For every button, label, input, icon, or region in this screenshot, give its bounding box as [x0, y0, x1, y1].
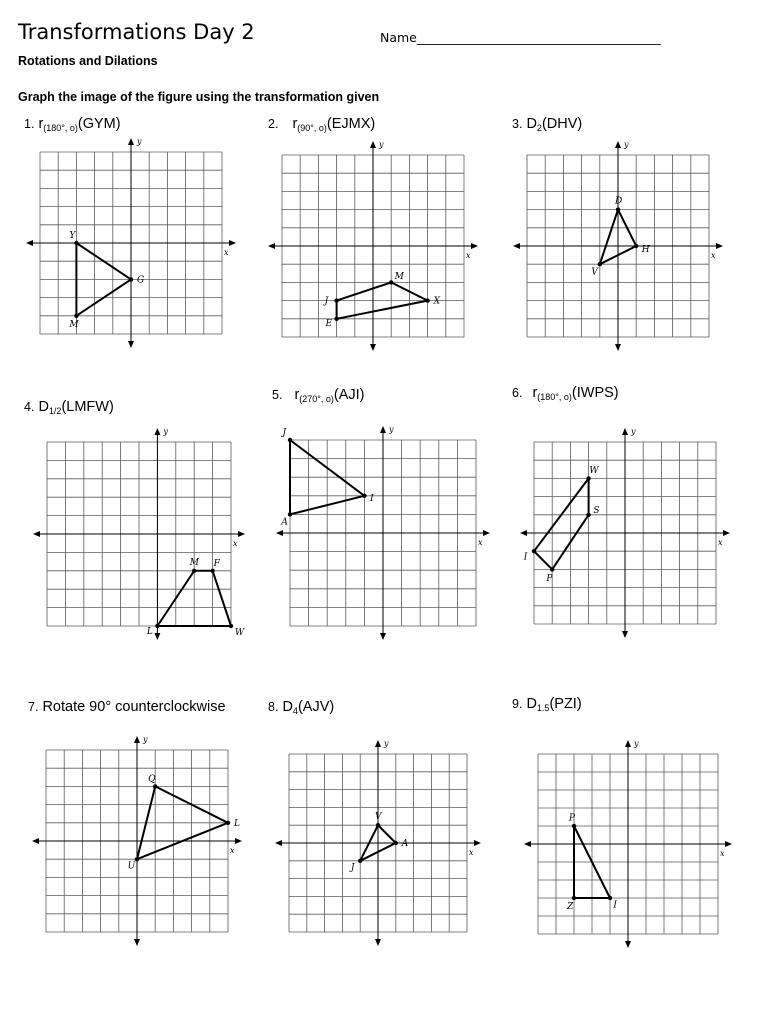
y-axis-arrow-up — [154, 428, 160, 435]
x-axis-label: x — [469, 848, 474, 857]
vertex-label: V — [591, 267, 598, 278]
vertex-label: P — [546, 573, 553, 584]
vertex-label: W — [234, 627, 245, 638]
vertex-label: X — [433, 296, 441, 307]
y-axis-label: y — [163, 427, 168, 436]
x-axis-arrow-right — [483, 530, 490, 536]
x-axis-label: x — [478, 538, 483, 547]
vertex-point — [425, 298, 429, 302]
vertex-point — [155, 624, 159, 628]
vertex-label: W — [589, 466, 599, 477]
vertex-label: G — [137, 275, 145, 286]
y-axis-arrow-up — [622, 428, 628, 435]
vertex-label: F — [213, 558, 220, 569]
problem-1-grid[interactable] — [18, 130, 244, 356]
y-axis-label: y — [634, 739, 639, 748]
vertex-label: J — [324, 296, 329, 307]
vertex-label: I — [613, 900, 617, 911]
x-axis-arrow-right — [471, 243, 478, 249]
problem-2-grid[interactable] — [260, 133, 486, 359]
problem-1-label: 1. $r_{(180^\circ, o)}(GYM)$ — [24, 116, 121, 133]
y-axis-arrow-up — [370, 141, 376, 148]
y-axis-arrow-up — [625, 740, 631, 747]
y-axis-arrow-up — [128, 138, 134, 145]
vertex-label: H — [641, 244, 650, 255]
vertex-label: L — [234, 818, 240, 829]
vertex-label: J — [350, 863, 355, 874]
y-axis-label: y — [624, 140, 629, 149]
problem-6-grid[interactable] — [512, 420, 738, 646]
x-axis-label: x — [230, 846, 235, 855]
x-axis-arrow-right — [474, 840, 481, 846]
vertex-point — [598, 262, 602, 266]
y-axis-arrow-down — [615, 344, 621, 351]
vertex-label: M — [69, 319, 79, 330]
vertex-point — [288, 512, 292, 516]
y-axis-label: y — [143, 735, 148, 744]
vertex-point — [586, 513, 590, 517]
vertex-point — [532, 549, 536, 553]
vertex-point — [362, 494, 366, 498]
y-axis-arrow-down — [622, 631, 628, 638]
y-axis-label: y — [384, 739, 389, 748]
problem-7-label: 7. Rotate 90° counterclockwise — [28, 699, 226, 715]
y-axis-label: y — [379, 140, 384, 149]
x-axis-arrow-left — [268, 243, 275, 249]
problem-9-grid[interactable] — [516, 732, 740, 956]
y-axis-arrow-down — [625, 941, 631, 948]
problem-8-grid[interactable] — [267, 732, 489, 954]
vertex-point — [572, 824, 576, 828]
vertex-label: E — [325, 318, 333, 329]
x-axis-label: x — [466, 251, 471, 260]
vertex-label: I — [523, 552, 528, 563]
vertex-point — [226, 821, 230, 825]
vertex-label: J — [282, 428, 287, 439]
problem-7-grid[interactable] — [24, 728, 250, 954]
x-axis-arrow-left — [513, 243, 520, 249]
vertex-label: M — [189, 557, 199, 568]
problem-6-label: 6. $r_{(180^\circ, o)}(IWPS)$ — [512, 385, 619, 402]
vertex-label: S — [593, 506, 600, 517]
vertex-label: L — [146, 626, 153, 637]
vertex-point — [389, 280, 393, 284]
y-axis-arrow-down — [154, 633, 160, 640]
vertex-point — [334, 317, 338, 321]
vertex-point — [608, 896, 612, 900]
x-axis-arrow-right — [716, 243, 723, 249]
x-axis-arrow-left — [33, 531, 40, 537]
problem-4-grid[interactable] — [25, 420, 253, 648]
x-axis-arrow-left — [26, 240, 33, 246]
vertex-point — [572, 896, 576, 900]
y-axis-arrow-down — [128, 341, 134, 348]
x-axis-label: x — [718, 538, 723, 547]
problem-2-label: 2. $r_{(90^\circ, o)}(EJMX)$ — [268, 116, 376, 133]
x-axis-label: x — [233, 539, 238, 548]
vertex-label: Y — [69, 230, 76, 241]
vertex-label: V — [375, 812, 382, 823]
page-title: Transformations Day 2 — [18, 20, 255, 44]
problem-3-label: 3. $D_2(DHV)$ — [512, 116, 583, 133]
y-axis-label: y — [137, 137, 142, 146]
problem-5-label: 5. $r_{(270^\circ, o)}(AJI)$ — [272, 387, 365, 404]
problem-4-label: 4. $D_{1/2}(LMFW)$ — [24, 399, 114, 416]
y-axis-arrow-down — [375, 939, 381, 946]
x-axis-label: x — [720, 849, 725, 858]
vertex-point — [586, 476, 590, 480]
vertex-label: U — [127, 861, 136, 872]
vertex-label: A — [401, 839, 409, 849]
vertex-point — [334, 298, 338, 302]
x-axis-arrow-right — [723, 530, 730, 536]
vertex-point — [74, 314, 78, 318]
vertex-point — [74, 241, 78, 245]
x-axis-arrow-right — [229, 240, 236, 246]
x-axis-arrow-left — [524, 841, 531, 847]
vertex-label: P — [568, 813, 575, 824]
vertex-point — [210, 569, 214, 573]
vertex-point — [394, 841, 398, 845]
vertex-label: M — [394, 272, 404, 283]
vertex-label: Q — [148, 774, 156, 785]
x-axis-arrow-left — [32, 838, 39, 844]
y-axis-arrow-down — [134, 939, 140, 946]
vertex-point — [358, 859, 362, 863]
y-axis-arrow-down — [370, 344, 376, 351]
vertex-label: A — [281, 517, 288, 528]
x-axis-arrow-right — [235, 838, 242, 844]
y-axis-label: y — [389, 425, 394, 434]
x-axis-arrow-left — [520, 530, 527, 536]
x-axis-label: x — [711, 251, 716, 260]
vertex-point — [634, 244, 638, 248]
instructions: Graph the image of the figure using the transformation given — [18, 90, 380, 104]
problem-9-label: 9. $D_{1.5}(PZI)$ — [512, 696, 582, 713]
vertex-label: I — [370, 493, 374, 504]
vertex-point — [550, 567, 554, 571]
vertex-point — [135, 857, 139, 861]
y-axis-arrow-up — [375, 740, 381, 747]
x-axis-label: x — [224, 248, 229, 257]
figure-polygon — [534, 478, 589, 569]
vertex-point — [376, 823, 380, 827]
problem-8-label: 8. $D_4(AJV)$ — [268, 699, 335, 716]
y-axis-arrow-up — [380, 426, 386, 433]
x-axis-arrow-left — [276, 530, 283, 536]
x-axis-arrow-right — [238, 531, 245, 537]
vertex-point — [153, 784, 157, 788]
vertex-point — [192, 569, 196, 573]
name-field-label: Name_______________________________________ — [380, 30, 661, 45]
x-axis-arrow-right — [725, 841, 732, 847]
y-axis-arrow-down — [380, 633, 386, 640]
vertex-point — [129, 277, 133, 281]
vertex-point — [616, 207, 620, 211]
y-axis-arrow-up — [134, 736, 140, 743]
y-axis-arrow-up — [615, 141, 621, 148]
x-axis-arrow-left — [275, 840, 282, 846]
vertex-point — [288, 438, 292, 442]
problem-5-grid[interactable] — [268, 418, 498, 648]
vertex-label: D — [615, 196, 623, 207]
page-subtitle: Rotations and Dilations — [18, 54, 158, 68]
vertex-label: Z — [566, 902, 574, 913]
y-axis-label: y — [631, 427, 636, 436]
vertex-point — [229, 624, 233, 628]
problem-3-grid[interactable] — [505, 133, 731, 359]
